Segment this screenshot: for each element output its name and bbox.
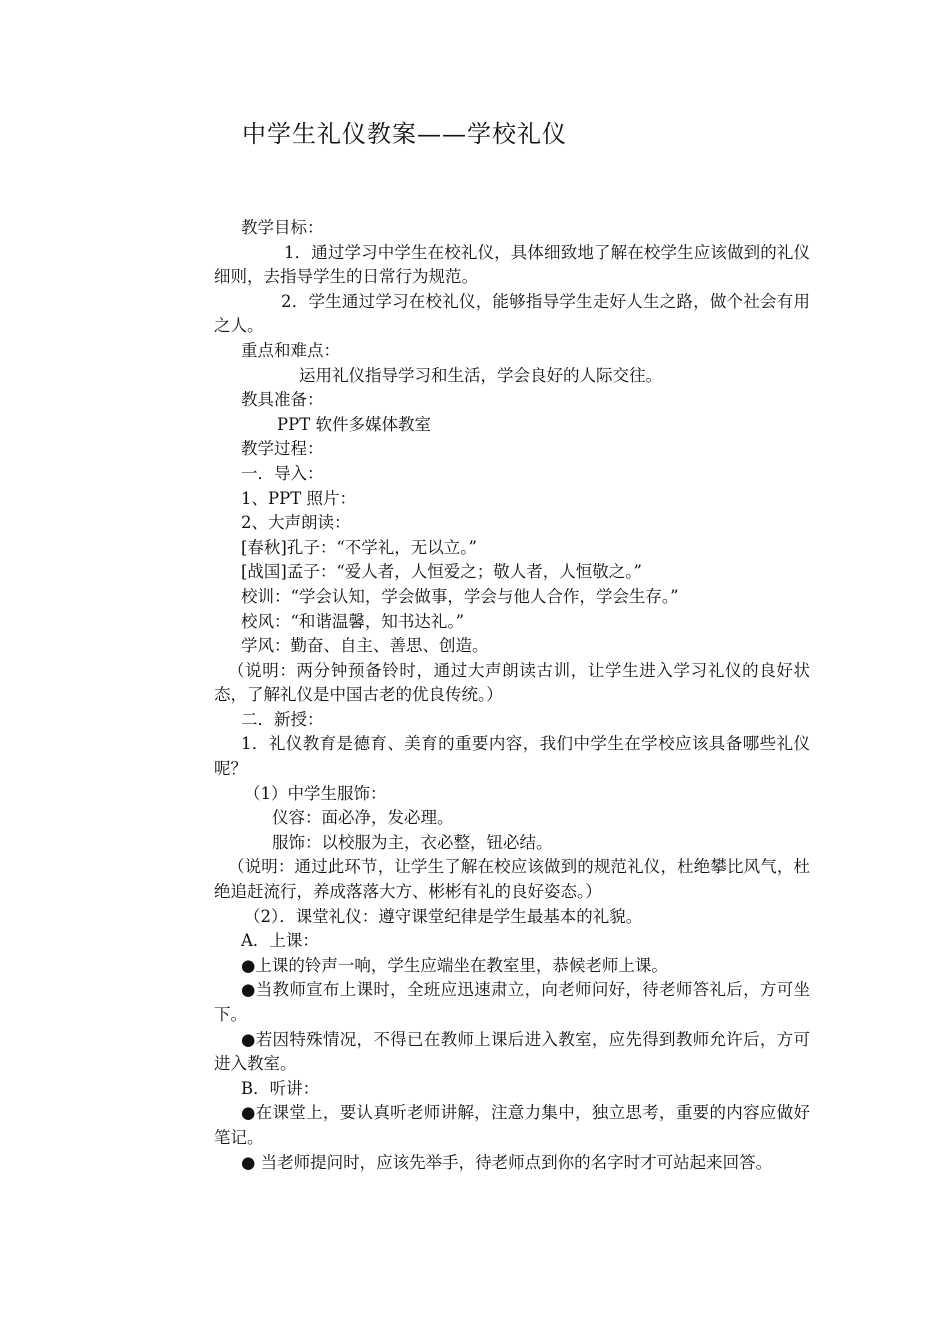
subsection-heading: （2）．课堂礼仪：遵守课堂纪律是学生最基本的礼貌。 <box>244 906 643 926</box>
list-item: 仪容：面必净，发必理。 <box>272 808 454 828</box>
part-two-heading: 二．新授： <box>241 709 324 729</box>
quote-mencius: [战国]孟子：“爱人者，人恒爱之；敬人者，人恒敬之。” <box>241 562 642 582</box>
section-heading-key-points: 重点和难点： <box>241 340 340 360</box>
subsection-heading: （1）中学生服饰： <box>244 783 387 803</box>
bullet-item: ● 当老师提问时，应该先举手，待老师点到你的名字时才可站起来回答。 <box>241 1152 773 1172</box>
document-body <box>214 216 810 1175</box>
document-title: 中学生礼仪教案——学校礼仪 <box>242 120 567 148</box>
body-paragraph: 1．礼仪教育是德育、美育的重要内容，我们中学生在学校应该具备哪些礼仪呢？ <box>214 734 810 779</box>
bullet-item: ●当教师宣布上课时，全班应迅速肃立，向老师问好，待老师答礼后，方可坐下。 <box>214 980 810 1024</box>
materials-text: PPT 软件多媒体教室 <box>277 414 431 434</box>
objective-2: 2．学生通过学习在校礼仪，能够指导学生走好人生之路，做个社会有用之人。 <box>214 291 810 336</box>
objective-1: 1．通过学习中学生在校礼仪，具体细致地了解在校学生应该做到的礼仪细则，去指导学生的日常行为规范。 <box>214 242 810 287</box>
list-item: 服饰：以校服为主，衣必整，钮必结。 <box>272 832 553 852</box>
section-heading-process: 教学过程： <box>241 439 324 459</box>
list-item: 2、大声朗读： <box>241 513 351 533</box>
quote-confucius: [春秋]孔子：“不学礼，无以立。” <box>241 537 477 557</box>
subsection-heading: B．听讲： <box>241 1078 320 1098</box>
list-item: 1、PPT 照片： <box>241 488 356 508</box>
note-paragraph: （说明：两分钟预备铃时，通过大声朗读古训，让学生进入学习礼仪的良好状态，了解礼仪是中国古老的优良传统。） <box>214 660 810 705</box>
subsection-heading: A．上课： <box>241 931 319 951</box>
part-one-heading: 一．导入： <box>241 463 324 483</box>
bullet-item: ●若因特殊情况，不得已在教师上课后进入教室，应先得到教师允许后，方可进入教室。 <box>214 1029 810 1074</box>
school-spirit: 校风：“和谐温馨，知书达礼。” <box>241 611 465 631</box>
key-points-text: 运用礼仪指导学习和生活，学会良好的人际交往。 <box>299 365 662 385</box>
school-motto: 校训：“学会认知，学会做事，学会与他人合作，学会生存。” <box>241 586 679 606</box>
bullet-item: ●上课的铃声一响，学生应端坐在教室里，恭候老师上课。 <box>241 955 668 975</box>
bullet-item: ●在课堂上，要认真听老师讲解，注意力集中，独立思考，重要的内容应做好笔记。 <box>214 1103 810 1147</box>
section-heading-objectives: 教学目标： <box>241 218 324 237</box>
study-spirit: 学风：勤奋、自主、善思、创造。 <box>241 636 489 656</box>
note-paragraph: （说明：通过此环节，让学生了解在校应该做到的规范礼仪，杜绝攀比风气，杜绝追赶流行，养成落落大方、彬彬有礼的良好姿态。） <box>214 857 810 902</box>
section-heading-materials: 教具准备： <box>241 390 324 410</box>
